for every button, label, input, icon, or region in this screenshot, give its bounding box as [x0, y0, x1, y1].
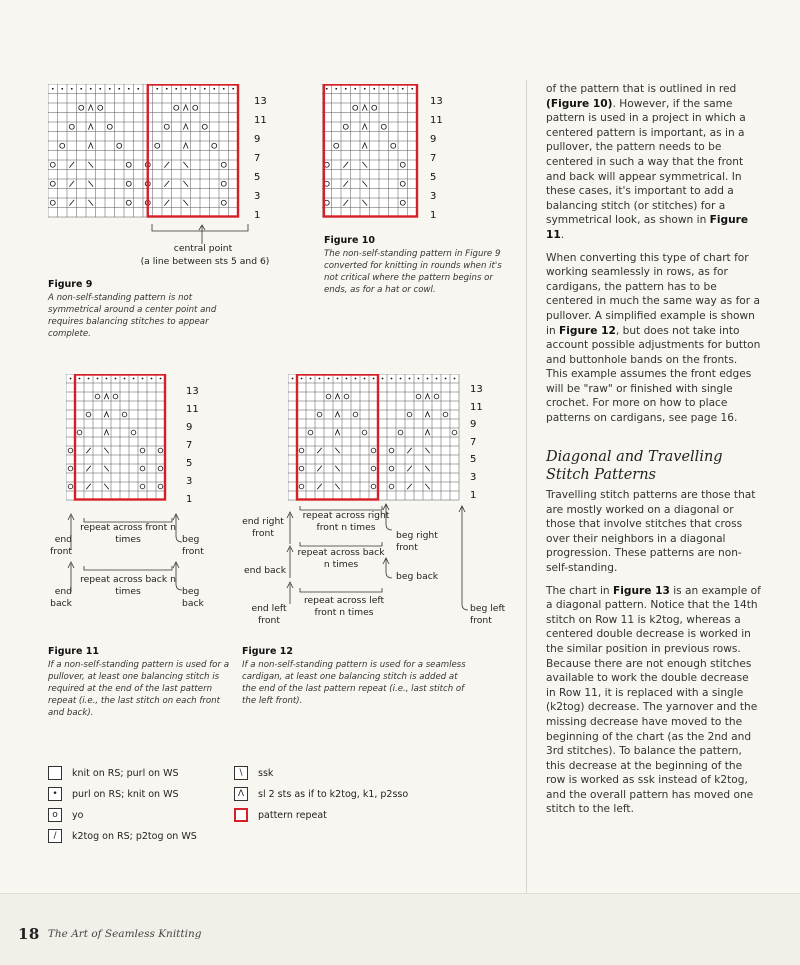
purl-stitch: [337, 378, 339, 380]
paragraph-1: of the pattern that is outlined in red (Figure 10). However, if the same pattern is used in a project in which a centered pattern is important, as in a pullover, the pattern needs to be centered in such a way that the front and back will appear symmetrical. In these cases, it's important to add a balancing stitch (or stitches) for a symmetrical look, as shown in Figure 11.: [546, 83, 749, 241]
purl-stitch: [133, 378, 135, 380]
row-number: 11: [254, 115, 267, 126]
purl-stitch: [310, 378, 312, 380]
legend-k2tog: / k2tog on RS; p2tog on WS: [48, 829, 197, 843]
purl-stitch: [80, 88, 82, 90]
purl-stitch: [185, 88, 187, 90]
purl-stitch: [61, 88, 63, 90]
purl-stitch: [345, 88, 347, 90]
purl-stitch: [90, 88, 92, 90]
purl-stitch: [402, 88, 404, 90]
fig12-repeat-left: repeat across left front n times: [303, 595, 385, 618]
purl-stitch: [151, 378, 153, 380]
purl-stitch: [124, 378, 126, 380]
row-number: 13: [470, 384, 483, 395]
row-number: 7: [430, 153, 437, 164]
purl-stitch: [364, 378, 366, 380]
yo-symbol-icon: o: [48, 808, 62, 822]
purl-stitch: [115, 378, 117, 380]
row-number: 9: [186, 422, 193, 433]
row-number: 11: [186, 404, 199, 415]
figure10-title: Figure 10: [324, 235, 375, 246]
purl-stitch: [223, 88, 225, 90]
purl-symbol-icon: •: [48, 787, 62, 801]
book-title: The Art of Seamless Knitting: [47, 928, 202, 940]
row-number: 9: [254, 134, 261, 145]
purl-stitch: [411, 88, 413, 90]
row-number: 1: [470, 489, 477, 501]
fig11-end-front: end front: [50, 534, 72, 557]
purl-stitch: [391, 378, 393, 380]
pattern-repeat-symbol-icon: [234, 808, 248, 822]
fig11-beg-back: beg back: [182, 586, 204, 609]
purl-stitch: [418, 378, 420, 380]
page-footer: [18, 925, 201, 943]
fig12-beg-left-front: beg left front: [470, 603, 506, 626]
row-number: 11: [430, 115, 443, 126]
central-point-label: central point: [173, 243, 233, 254]
body-text-upper: [546, 82, 761, 434]
purl-stitch: [213, 88, 215, 90]
fig11-repeat-front: repeat across front n times: [80, 522, 176, 545]
purl-stitch: [364, 88, 366, 90]
row-number: 7: [186, 440, 193, 451]
purl-stitch: [445, 378, 447, 380]
row-number: 9: [470, 419, 477, 431]
purl-stitch: [52, 88, 54, 90]
purl-stitch: [335, 88, 337, 90]
purl-stitch: [373, 88, 375, 90]
purl-stitch: [71, 88, 73, 90]
fig12-end-left-front: end left front: [251, 603, 287, 626]
k2tog-symbol-icon: /: [48, 829, 62, 843]
figure11-title: Figure 11: [48, 646, 99, 657]
purl-stitch: [427, 378, 429, 380]
row-number: 3: [186, 476, 193, 487]
row-number: 3: [470, 472, 477, 483]
figure9-chart: [48, 84, 248, 224]
purl-stitch: [454, 378, 456, 380]
figure11-chart: [66, 374, 186, 514]
purl-stitch: [392, 88, 394, 90]
purl-stitch: [175, 88, 177, 90]
legend-yo: o yo: [48, 808, 83, 822]
row-number: 7: [470, 436, 477, 448]
legend-ssk: \ ssk: [234, 766, 273, 780]
row-number: 7: [254, 153, 261, 164]
paragraph-3: Travelling stitch patterns are those that are mostly worked on a diagonal or those that involve stitches that cross over their neighbors in a diagonal progression. These patterns are non-self-standing.: [546, 489, 756, 574]
purl-stitch: [118, 88, 120, 90]
fig12-end-right-front: end right front: [242, 516, 284, 539]
sl2-symbol-icon: Λ: [234, 787, 248, 801]
fig12-beg-back: beg back: [396, 571, 439, 582]
row-number: 1: [254, 210, 261, 221]
legend-repeat: pattern repeat: [234, 808, 327, 822]
figure11-caption: If a non-self-standing pattern is used for a pullover, at least one balancing stitch is required at the end of the last pattern repeat (i.e., the last stitch on each front and back).: [48, 660, 229, 718]
fig11-end-back: end back: [50, 586, 72, 609]
row-number: 13: [430, 96, 443, 107]
purl-stitch: [156, 88, 158, 90]
purl-stitch: [88, 378, 90, 380]
central-point-note: (a line between sts 5 and 6): [140, 256, 270, 267]
page-number: 18: [18, 925, 40, 943]
purl-stitch: [326, 88, 328, 90]
purl-stitch: [328, 378, 330, 380]
figure12-chart: [288, 374, 478, 514]
row-number: 5: [254, 172, 261, 183]
figure12-title: Figure 12: [242, 646, 293, 657]
purl-stitch: [232, 88, 234, 90]
purl-stitch: [109, 88, 111, 90]
purl-stitch: [99, 88, 101, 90]
purl-stitch: [160, 378, 162, 380]
purl-stitch: [292, 378, 294, 380]
row-number: 3: [430, 191, 437, 202]
paragraph-4: The chart in Figure 13 is an example of a diagonal pattern. Notice that the 14th stitch on Row 11 is k2tog, whereas a centered double decrease is worked in the similar position in previous rows. Because there are not enough stitches available to work the double decrease in Row 11, it is replaced with a single (k2tog) decrease. The yarnover and the missing decrease have moved to the beginning of the chart (as the 2nd and 3rd stitches). To balance the pattern, this decrease at the beginning of the row is worked as ssk instead of k2tog, and the overall pattern has moved one stitch to the left.: [546, 584, 761, 816]
purl-stitch: [79, 378, 81, 380]
legend-sl2: Λ sl 2 sts as if to k2tog, k1, p2sso: [234, 787, 408, 801]
purl-stitch: [354, 88, 356, 90]
section-heading: Diagonal and Travelling Stitch Patterns: [546, 449, 723, 483]
row-number: 11: [470, 401, 483, 413]
row-number: 5: [470, 454, 477, 466]
fig11-beg-front: beg front: [182, 534, 204, 557]
ssk-symbol-icon: \: [234, 766, 248, 780]
paragraph-2: When converting this type of chart for working seamlessly in rows, as for cardigans, the pattern has to be centered in much the same way as for a pullover. A simplified example is shown in Figure 12, but does not take into account possible adjustments for button and buttonhole bands on the fronts. This example assumes the front edges will be "raw" or finished with single crochet. For more on how to place patterns on cardigans, see page 16.: [546, 251, 761, 425]
fig12-repeat-back: repeat across back n times: [297, 547, 385, 570]
figure10-chart: [322, 84, 432, 224]
purl-stitch: [346, 378, 348, 380]
purl-stitch: [137, 88, 139, 90]
legend-purl: • purl on RS; knit on WS: [48, 787, 179, 801]
purl-stitch: [409, 378, 411, 380]
fig12-beg-right-front: beg right front: [396, 530, 438, 553]
row-number: 1: [186, 494, 193, 505]
figure10-caption: The non-self-standing pattern in Figure 9 converted for knitting in rounds when it's not critical where the pattern begins or ends, as for a hat or cowl.: [324, 249, 502, 295]
purl-stitch: [436, 378, 438, 380]
purl-stitch: [373, 378, 375, 380]
body-text-lower: [546, 488, 761, 825]
purl-stitch: [355, 378, 357, 380]
purl-stitch: [301, 378, 303, 380]
purl-stitch: [97, 378, 99, 380]
fig12-repeat-right: repeat across right front n times: [302, 510, 390, 533]
row-number: 3: [254, 191, 261, 202]
purl-stitch: [106, 378, 108, 380]
figure12-caption: If a non-self-standing pattern is used for a seamless cardigan, at least one balancing stitch is added at the end of the last pattern repeat (i.e., last stitch of the left front).: [242, 660, 466, 706]
row-number: 5: [430, 172, 437, 183]
purl-stitch: [194, 88, 196, 90]
column-divider: [526, 80, 527, 900]
figure9-caption: A non-self-standing pattern is not symmetrical around a center point and requires balancing stitches to appear complete.: [48, 293, 217, 339]
knit-symbol-icon: [48, 766, 62, 780]
figure9-title: Figure 9: [48, 279, 93, 290]
purl-stitch: [400, 378, 402, 380]
purl-stitch: [382, 378, 384, 380]
row-number: 13: [254, 96, 267, 107]
purl-stitch: [142, 378, 144, 380]
purl-stitch: [128, 88, 130, 90]
row-number: 9: [430, 134, 437, 145]
fig11-repeat-back: repeat across back n times: [80, 574, 176, 597]
row-number: 13: [186, 386, 199, 397]
purl-stitch: [383, 88, 385, 90]
row-number: 5: [186, 458, 193, 469]
fig12-end-back: end back: [243, 565, 287, 576]
legend-knit: knit on RS; purl on WS: [48, 766, 179, 780]
purl-stitch: [166, 88, 168, 90]
row-number: 1: [430, 210, 437, 221]
purl-stitch: [70, 378, 72, 380]
purl-stitch: [204, 88, 206, 90]
purl-stitch: [319, 378, 321, 380]
